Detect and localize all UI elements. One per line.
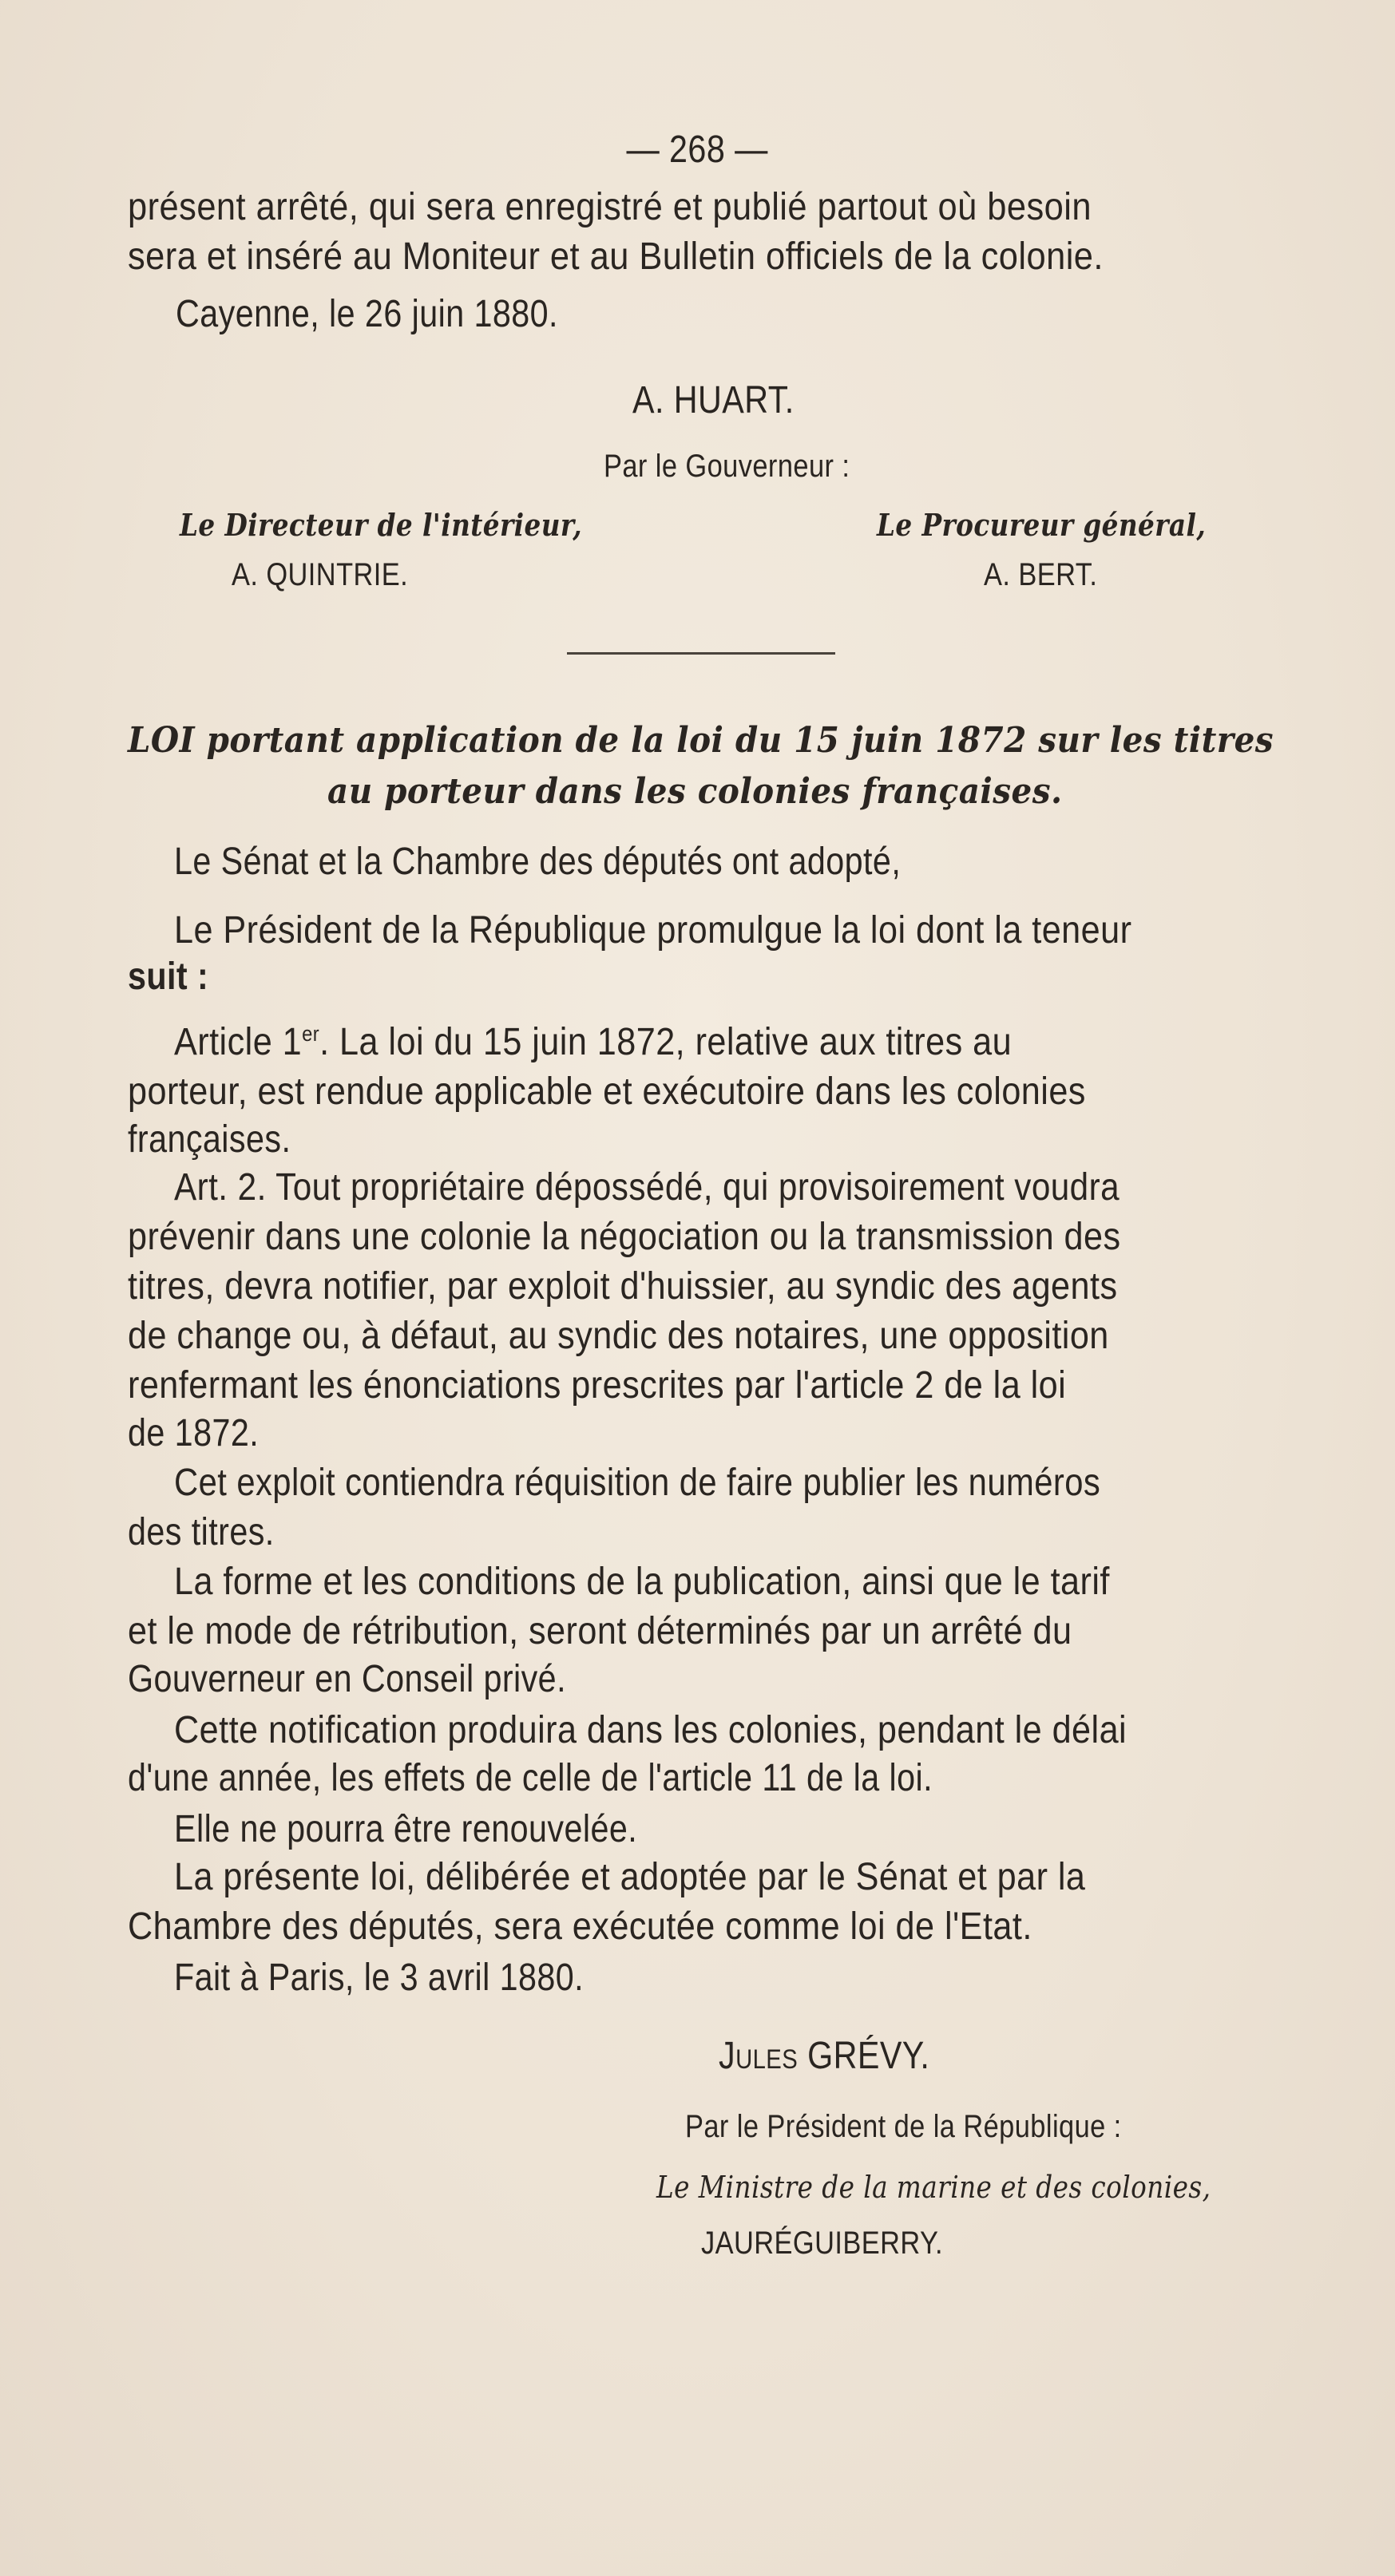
text-line: La présente loi, délibérée et adoptée par le Sénat et par la [174,1856,1086,1898]
signatory-title-left: Le Directeur de l'intérieur, [180,507,583,543]
text-line: françaises. [128,1118,291,1161]
text-line: Chambre des députés, sera exécutée comme loi de l'Etat. [128,1905,1032,1948]
text-line: Cette notification produira dans les colonies, pendant le délai [174,1709,1127,1751]
text-line: prévenir dans une colonie la négociation ou la transmission des [128,1216,1121,1258]
text-line: sera et inséré au Moniteur et au Bulletin officiels de la colonie. [128,235,1104,278]
loi-title-line: au porteur dans les colonies françaises. [327,771,1063,812]
text-line: Le Sénat et la Chambre des députés ont adopté, [174,841,902,883]
text-line: de change ou, à défaut, au syndic des notaires, une opposition [128,1315,1109,1357]
text-line: La forme et les conditions de la publication, ainsi que le tarif [174,1561,1110,1603]
text-line: Elle ne pourra être renouvelée. [174,1808,638,1850]
text-line: titres, devra notifier, par exploit d'huissier, au syndic des agents [128,1265,1118,1308]
par-le-gouverneur: Par le Gouverneur : [604,449,850,484]
text-line: présent arrêté, qui sera enregistré et publié partout où besoin [128,186,1092,228]
dateline: Fait à Paris, le 3 avril 1880. [174,1957,585,1999]
text-line: Cet exploit contiendra réquisition de faire publier les numéros [174,1462,1101,1504]
text-line: Le Président de la République promulgue la loi dont la teneur [174,909,1132,952]
signature: A. HUART. [632,379,795,421]
signatory-name-right: A. BERT. [984,557,1098,592]
text-line: et le mode de rétribution, seront déterminés par un arrêté du [128,1610,1072,1652]
text-line: Gouverneur en Conseil privé. [128,1658,566,1700]
text-line: Art. 2. Tout propriétaire dépossédé, qui provisoirement voudra [174,1166,1120,1209]
text-line: suit : [128,956,209,998]
page-number: — 268 — [626,129,769,171]
text-line: renfermant les énonciations prescrites par l'article 2 de la loi [128,1364,1067,1407]
signatory-title-right: Le Procureur général, [877,507,1207,543]
text-line: de 1872. [128,1412,260,1454]
text-line: porteur, est rendue applicable et exécutoire dans les colonies [128,1070,1086,1113]
dateline: Cayenne, le 26 juin 1880. [176,293,558,335]
text-line: d'une année, les effets de celle de l'article 11 de la loi. [128,1757,933,1799]
signature-president: Jules GRÉVY. [719,2035,930,2077]
separator-rule [567,652,835,655]
article-1-line: Article 1er. La loi du 15 juin 1872, relative aux titres au [174,1021,1013,1063]
ministre-name: JAURÉGUIBERRY. [701,2226,943,2261]
signatory-name-left: A. QUINTRIE. [232,557,409,592]
ministre-title: Le Ministre de la marine et des colonies, [656,2170,1211,2205]
par-le-president: Par le Président de la République : [685,2109,1122,2144]
loi-title-line: LOI portant application de la loi du 15 juin 1872 sur les titres [128,720,1274,761]
text-line: des titres. [128,1511,275,1553]
